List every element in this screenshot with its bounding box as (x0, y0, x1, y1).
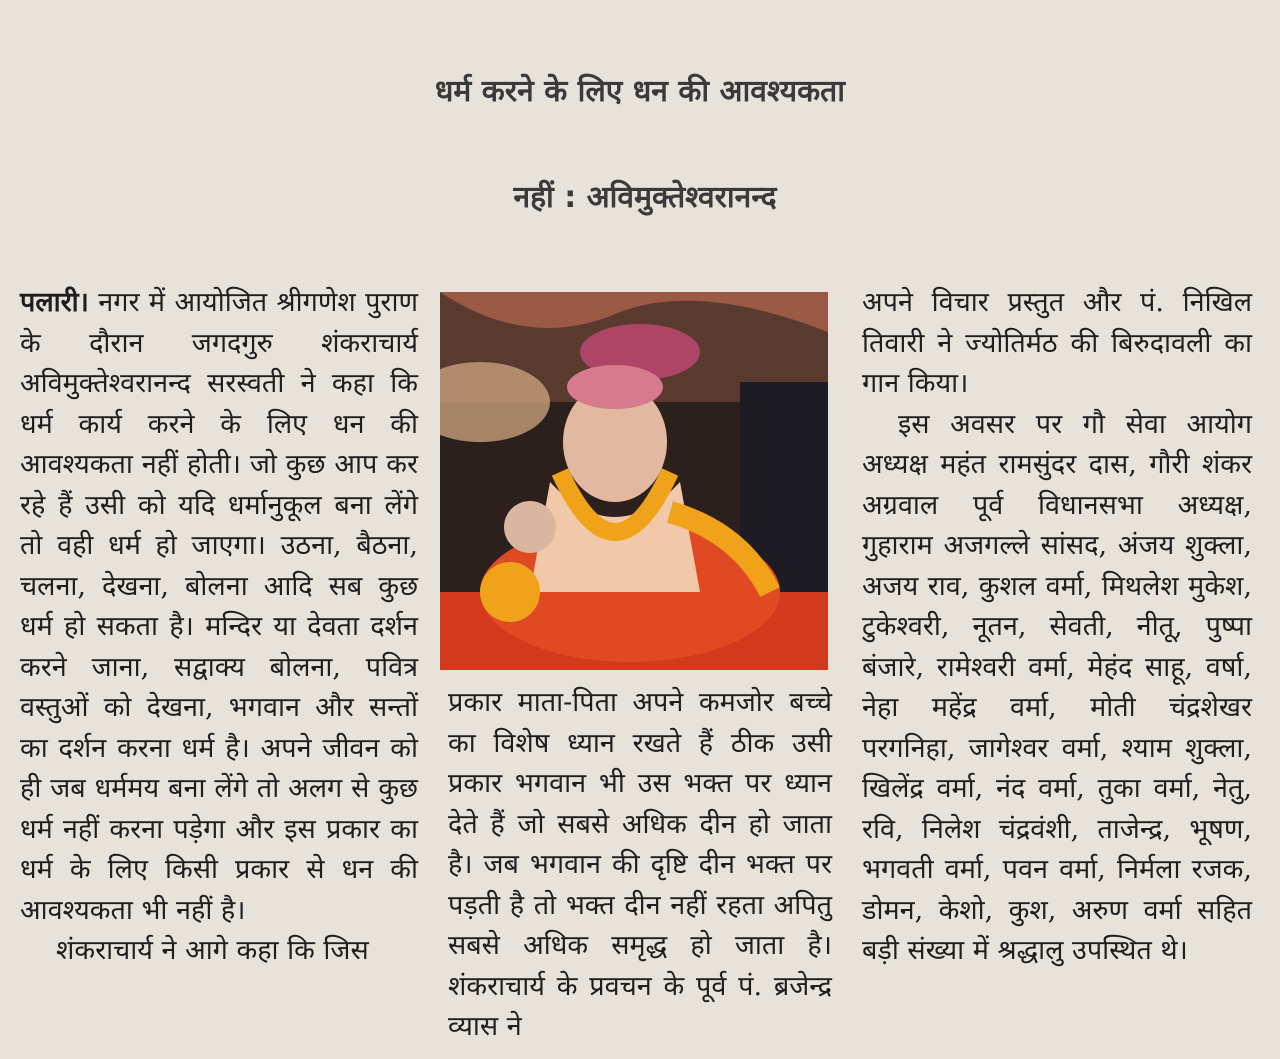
article-paragraph: इस अवसर पर गौ सेवा आयोग अध्यक्ष महंत रामसुंदर दास, गौरी शंकर अग्रवाल पूर्व विधानसभा अध्यक्ष, गुहाराम अजगल्ले सांसद, अंजय शुक्ला, अजय राव, कुशल वर्मा, मिथलेश मुकेश, टुकेश्वरी, नूतन, सेवती, नीतू, पुष्पा बंजारे, रामेश्वरी वर्मा, मेहंद साहू, वर्षा, नेहा महेंद्र वर्मा, मोती चंद्रशेखर परगनिहा, जागेश्वर वर्मा, श्याम शुक्ला, खिलेंद्र वर्मा, नंद वर्मा, तुका वर्मा, नेतु, रवि, निलेश चंद्रवंशी, ताजेन्द्र, भूषण, भगवती वर्मा, पवन वर्मा, निर्मला रजक, डोमन, केशो, कुश, अरुण वर्मा सहित बड़ी संख्या में श्रद्धालु उपस्थित थे। (862, 408, 1252, 966)
news-photo (440, 292, 828, 670)
article-paragraph: शंकराचार्य ने आगे कहा कि जिस (56, 935, 369, 966)
photo-illustration (440, 292, 828, 670)
dateline: पलारी। (20, 287, 89, 318)
article-paragraph: अपने विचार प्रस्तुत और पं. निखिल तिवारी ने ज्योतिर्मठ की बिरुदावली का गान किया। (862, 287, 1252, 399)
article-column-1 (20, 283, 418, 972)
paragraph-text: नगर में आयोजित श्रीगणेश पुराण के दौरान जगदगुरु शंकराचार्य अविमुक्तेश्वरानन्द सरस्वती ने कहा कि धर्म कार्य करने के लिए धन की आवश्यकता नहीं होती। जो कुछ आप कर रहे हैं उसी को यदि धर्मानुकूल बना लेंगे तो वही धर्म हो जाएगा। उठना, बैठना, चलना, देखना, बोलना आदि सब कुछ धर्म हो सकता है। मन्दिर या देवता दर्शन करने जाना, सद्वाक्य बोलना, पवित्र वस्तुओं को देखना, भगवान और सन्तों का दर्शन करना धर्म है। अपने जीवन को ही जब धर्ममय बना लेंगे तो अलग से कुछ धर्म नहीं करना पड़ेगा और इस प्रकार का धर्म के लिए किसी प्रकार से धन की आवश्यकता भी नहीं है। (20, 287, 418, 926)
article-paragraph: प्रकार माता-पिता अपने कमजोर बच्चे का विशेष ध्यान रखते हैं ठीक उसी प्रकार भगवान भी उस भक्त पर ध्यान देते हैं जो सबसे अधिक दीन हो जाता है। जब भगवान की दृष्टि दीन भक्त पर पड़ती है तो भक्त दीन नहीं रहता अपितु सबसे अधिक समृद्ध हो जाता है। शंकराचार्य के प्रवचन के पूर्व पं. ब्रजेन्द्र व्यास ने (448, 687, 832, 1042)
article-paragraph (20, 283, 418, 931)
article-column-3 (862, 283, 1252, 972)
headline-line-2: नहीं : अविमुक्तेश्वरानन्द (513, 180, 777, 215)
article-column-2 (448, 683, 832, 1048)
headline-line-1: धर्म करने के लिए धन की आवश्यकता (434, 74, 846, 109)
